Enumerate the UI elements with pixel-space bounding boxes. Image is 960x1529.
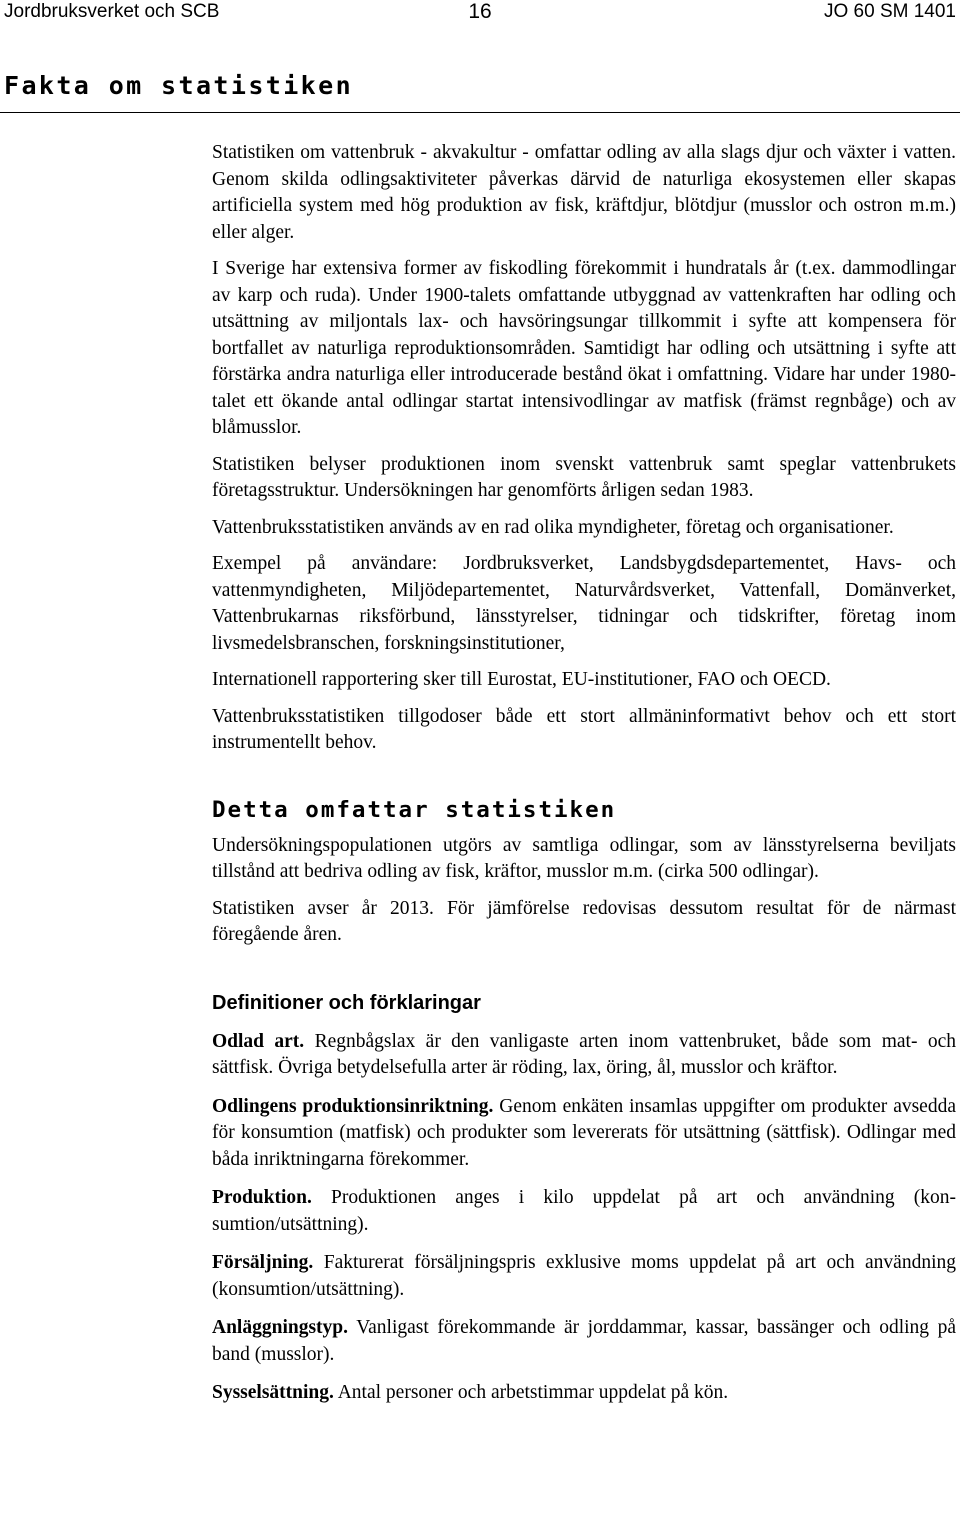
intro-paragraph: I Sverige har extensiva former av fiskodling förekommit i hundratals år (t.ex. dammodlingar av karp och ruda). Under 1900-talets omfattande utbyggnad av vattenkraften har odling och utsättning av miljontals lax- och havsöringsungar tillkommit i syfte att kompensera för bortfallet av naturliga reproduktionsområden. Samtidigt har odling och utsättning i syfte att förstärka andra naturliga eller introducerade bestånd ökat i omfattning. Vidare har under 1980-talet ett ökande antal odlingar startat intensivodlingar av matfisk (främst regnbåge) och av blåmusslor. (212, 258, 956, 438)
section-title: Fakta om statistiken (4, 71, 354, 100)
definition-term: Produktion. (212, 1187, 312, 1208)
definitions-list (212, 1029, 956, 1407)
definition-item (212, 1250, 956, 1303)
definition-term: Odlad art. (212, 1030, 305, 1052)
definitions-title: Definitioner och förklaringar (212, 991, 481, 1014)
definition-text: Antal personer och arbetstimmar uppdelat på kön. (337, 1382, 729, 1403)
intro-paragraph: Statistiken om vattenbruk - akvakultur - omfattar odling av alla slags djur och växter i vatten. Genom skilda odlingsaktiviteter påverkas därvid de naturliga ekosystemen eller skapas artificiella system med hög produktion av fisk, kräftdjur, blötdjur (musslor och ostron m.m.) eller alger. (212, 142, 956, 243)
definition-term: Odlingens produktionsinriktning. (212, 1095, 494, 1117)
title-divider (0, 112, 960, 113)
subsection-paragraph: Undersökningspopulationen utgörs av samtliga odlingar, som av länsstyrelserna beviljats tillstånd att bedriva odling av fisk, kräftor, musslor m.m. (cirka 500 odlingar). (212, 834, 956, 882)
definition-item (212, 1094, 956, 1174)
report-code: JO 60 SM 1401 (823, 1, 956, 22)
definition-item (212, 1380, 956, 1407)
publisher-label: Jordbruksverket och SCB (4, 1, 220, 22)
definition-text: Produktionen anges i kilo uppdelat på art och användning (konsumtion/utsättning). (212, 1187, 956, 1235)
intro-paragraph: Statistiken belyser produktionen inom svenskt vattenbruk samt speglar vattenbrukets företagsstruktur. Undersökningen har genomförts årligen sedan 1983. (212, 453, 956, 501)
subsection-title: Detta omfattar statistiken (212, 796, 617, 823)
definition-term: Anläggningstyp. (212, 1317, 349, 1338)
running-header (0, 0, 960, 26)
subsection-paragraph: Statistiken avser år 2013. För jämförelse redovisas dessutom resultat för de närmast föregående åren. (212, 897, 956, 945)
definition-term: Försäljning. (212, 1252, 314, 1273)
document-body (212, 140, 956, 1419)
intro-paragraph: Internationell rapportering sker till Eurostat, EU-institutioner, FAO och OECD. (212, 669, 831, 690)
definition-item (212, 1315, 956, 1368)
intro-paragraph: Vattenbruksstatistiken används av en rad olika myndigheter, företag och organisationer. (212, 516, 894, 538)
page-number: 16 (468, 0, 492, 23)
definition-item (212, 1185, 956, 1238)
intro-paragraph: Exempel på användare: Jordbruksverket, Landsbygdsdepartementet, Havs- och vattenmyndigheten, Miljödepartementet, Naturvårdsverket, Vattenfall, Domänverket, Vattenbrukarnas riksförbund, länsstyrelser, tidningar och tidskrifter, företag inom livsmedelsbranschen, forskningsinstitutioner, (212, 553, 956, 654)
definition-term: Sysselsättning. (212, 1382, 334, 1403)
intro-paragraph: Vattenbruksstatistiken tillgodoser både ett stort allmäninformativt behov och ett stort instrumentellt behov. (212, 705, 956, 753)
definition-text: Vanligast förekommande är jorddammar, kassar, bassänger och odling på band (musslor). (212, 1317, 956, 1365)
definition-text: Regnbågslax är den vanligaste arten inom vattenbruket, både som mat- och sättfisk. Övriga betydelsefulla arter är röding, lax, öring, ål, musslor och kräftor. (212, 1030, 956, 1078)
definition-text: Fakturerat försäljningspris exklusive moms uppdelat på art och användning (konsumtion/utsättning). (212, 1252, 956, 1300)
definition-item (212, 1029, 956, 1082)
definition-text: Genom enkäten insamlas uppgifter om produkter avsedda för konsumtion (matfisk) och produkter som levererats för utsättning (sättfisk). Odlingar med båda inriktningarna förekommer. (212, 1095, 956, 1170)
